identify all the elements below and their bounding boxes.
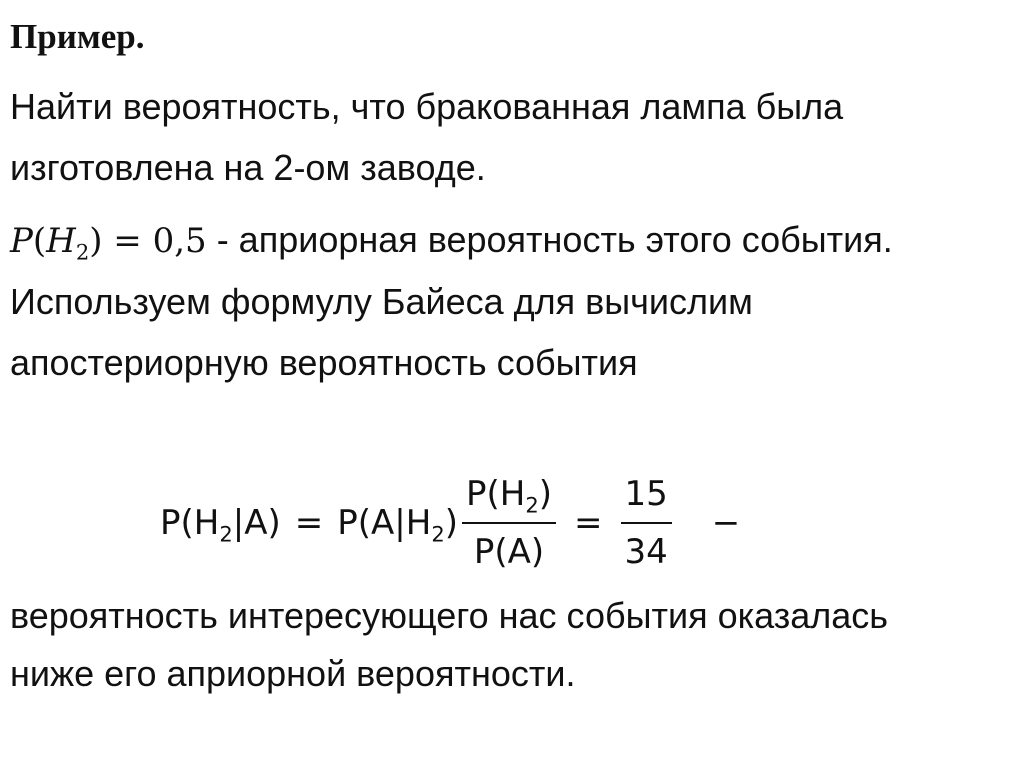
formula-result-fraction xyxy=(621,470,672,576)
formula-equals-2: = xyxy=(574,503,603,543)
prior-expr-value: = 0,5 xyxy=(102,221,207,261)
formula-num-suffix: ) xyxy=(538,474,553,514)
formula-result-bar xyxy=(621,522,672,524)
formula-lhs-suffix: |A) xyxy=(232,503,281,543)
formula-rhs-prefix: P(A|H xyxy=(337,503,432,543)
formula-rhs-suffix: ) xyxy=(444,503,458,543)
formula-lhs xyxy=(160,503,281,547)
bayes-text-line-1: Используем формулу Байеса для вычислим xyxy=(10,281,753,322)
prior-description: - априорная вероятность этого события. xyxy=(206,219,893,260)
task-text-line-2: изготовлена на 2-ом заводе. xyxy=(10,147,486,188)
formula-num-subscript: 2 xyxy=(525,492,539,518)
bayes-formula xyxy=(160,458,740,588)
task-text-line-1: Найти вероятность, что бракованная лампа была xyxy=(10,86,844,127)
prior-probability-line xyxy=(10,218,893,263)
formula-result-denominator: 34 xyxy=(624,532,668,572)
prior-expr-h: H xyxy=(46,221,76,261)
formula-result-numerator: 15 xyxy=(624,474,668,514)
conclusion-text-line-1: вероятность интересующего нас события оказалась xyxy=(10,595,889,636)
formula-lhs-subscript: 2 xyxy=(219,521,233,547)
prior-expr-p: P xyxy=(10,221,33,261)
formula-lhs-prefix: P(H xyxy=(160,503,220,543)
slide-heading: Пример. xyxy=(10,17,145,56)
formula-rhs-subscript: 2 xyxy=(431,521,445,547)
formula-num-prefix: P(H xyxy=(466,474,526,514)
formula-ratio-denominator: P(A) xyxy=(473,532,545,572)
prior-expr-subscript: 2 xyxy=(75,239,90,265)
formula-likelihood xyxy=(337,503,458,547)
formula-ratio-numerator xyxy=(462,470,556,518)
prior-expression: $P(H_2) = 0,5$ xyxy=(10,221,207,265)
formula-equals-1: = xyxy=(294,503,324,543)
formula-trailing-dash: − xyxy=(711,503,741,543)
bayes-text-line-2: апостериорную вероятность события xyxy=(10,342,638,383)
formula-ratio-fraction xyxy=(462,470,556,576)
conclusion-text-line-2: ниже его априорной вероятности. xyxy=(10,653,576,694)
formula-ratio-bar xyxy=(462,522,556,524)
